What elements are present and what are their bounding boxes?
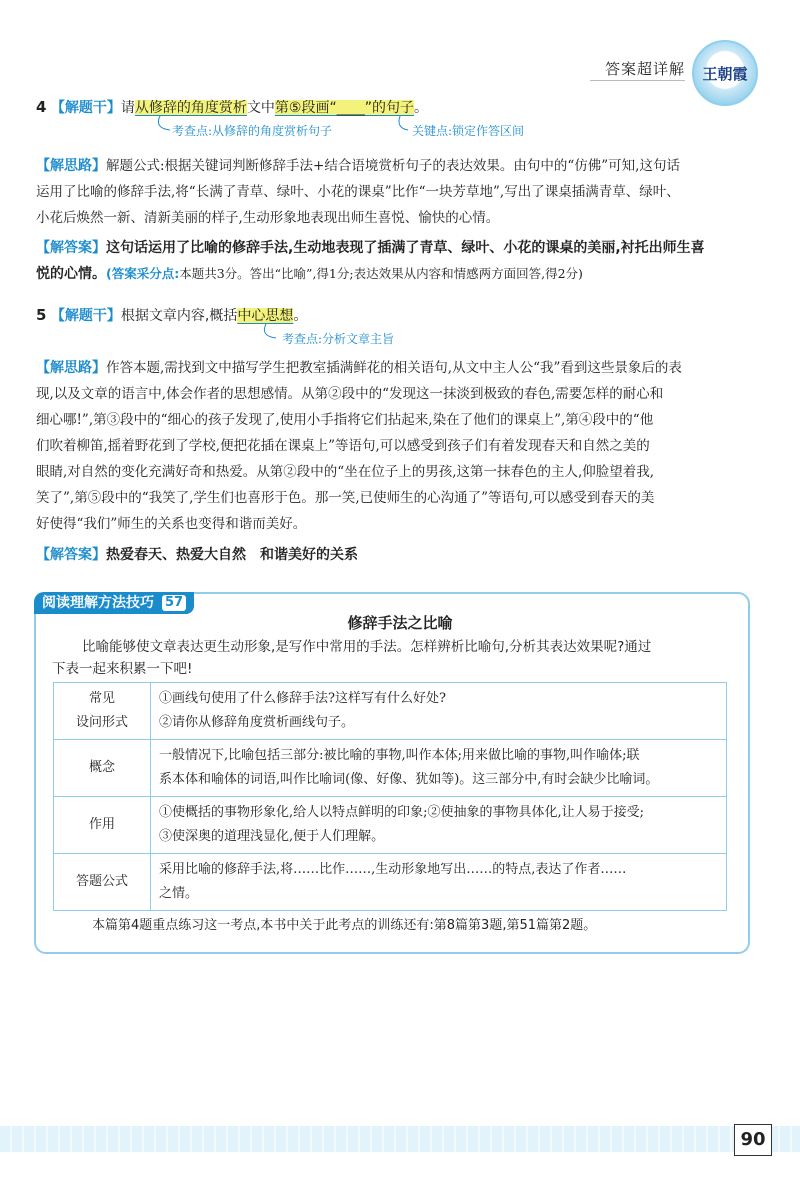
method-tips-intro-1: 比喻能够使文章表达更生动形象,是写作中常用的手法。怎样辨析比喻句,分析其表达效果呢?通过	[82, 639, 652, 655]
q4-answer-tag: 【解答案】	[36, 240, 106, 256]
table-row-content	[151, 854, 727, 911]
brand-logo-text: 王朝霞	[702, 64, 748, 83]
q4-idea-line-2: 运用了比喻的修辞手法,将“长满了青草、绿叶、小花的课桌”比作“一块芳草地”,写出了课桌插满青草、绿叶、	[36, 184, 680, 200]
table-row	[54, 854, 727, 911]
table-row-content-line: 一般情况下,比喻包括三部分:被比喻的事物,叫作本体;用来做比喻的事物,叫作喻体;联	[159, 748, 640, 763]
table-row-content-line: ③使深奥的道理浅显化,便于人们理解。	[159, 829, 385, 844]
q5-answer-tag: 【解答案】	[36, 547, 106, 563]
q5-answer-line	[36, 545, 358, 565]
q4-stem-tag: 【解题干】	[50, 100, 121, 116]
method-tips-footer: 本篇第4题重点练习这一考点,本书中关于此考点的训练还有:第8篇第3题,第51篇第2题。	[92, 918, 597, 933]
q4-note-key: 关键点:锁定作答区间	[412, 124, 525, 138]
header-divider	[590, 80, 685, 81]
q5-idea-line-2: 现,以及文章的语言中,体会作者的思想感情。从第②段中的“发现这一抹淡到极致的春色,需要怎样的耐心和	[36, 386, 664, 402]
q4-stem-mid: 文中	[246, 100, 275, 116]
method-tips-tab	[34, 592, 194, 614]
q5-idea-line-7: 好使得“我们”师生的关系也变得和谐而美好。	[36, 516, 307, 532]
q4-answer-text-1: 这句话运用了比喻的修辞手法,生动地表现了插满了青草、绿叶、小花的课桌的美丽,衬托出师生喜	[106, 240, 705, 256]
q4-idea-line-3: 小花后焕然一新、清新美丽的样子,生动形象地表现出师生喜悦、愉快的心情。	[36, 210, 500, 226]
q5-idea-line-6: 笑了”,第⑤段中的“我笑了,学生们也喜形于色。那一笑,已使师生的心沟通了”等语句,可以感受到春天的美	[36, 490, 655, 506]
q4-score-text: 本题共3分。答出“比喻”,得1分;表达效果从内容和情感两方面回答,得2分)	[179, 266, 583, 281]
table-row-content	[151, 683, 727, 740]
method-tips-intro-2: 下表一起来积累一下吧!	[52, 661, 193, 677]
table-row-header-line: 常见	[88, 691, 115, 706]
table-row-header: 概念	[54, 740, 151, 797]
bottom-decor-strip	[0, 1126, 800, 1152]
q4-stem-end: 。	[413, 100, 428, 116]
q4-answer-text-2: 悦的心情。	[36, 266, 106, 282]
q5-answer-text: 热爱春天、热爱大自然 和谐美好的关系	[106, 547, 358, 563]
q4-score-tag: (答案采分点:	[106, 266, 180, 281]
q4-stem-pre: 请	[120, 100, 135, 116]
q5-stem-pre: 根据文章内容,概括	[120, 308, 238, 324]
q5-idea-tag: 【解思路】	[36, 360, 106, 376]
q5-idea-line-5: 眼睛,对自然的变化充满好奇和热爱。从第②段中的“坐在位子上的男孩,这第一抹春色的主人,仰脸望着我,	[36, 464, 655, 480]
q4-idea-tag: 【解思路】	[36, 158, 106, 174]
q5-stem-tag: 【解题干】	[50, 308, 121, 324]
q4-idea-text-1: 解题公式:根据关键词判断修辞手法+结合语境赏析句子的表达效果。由句中的“仿佛”可知,这句话	[106, 158, 680, 174]
q4-stem-highlight-1: 从修辞的角度赏析	[134, 100, 247, 116]
q5-stem-highlight: 中心思想	[237, 308, 294, 324]
q4-answer-line-2	[36, 264, 583, 284]
table-row-header-line: 设问形式	[75, 715, 128, 730]
q4-note-focus: 考查点:从修辞的角度赏析句子	[172, 124, 333, 138]
q5-idea-line-1	[36, 358, 682, 378]
q4-number: 4	[36, 98, 47, 116]
method-tips-title: 修辞手法之比喻	[347, 614, 453, 632]
q5-idea-line-3: 细心哪!”,第③段中的“细心的孩子发现了,使用小手指将它们拈起来,染在了他们的课桌上”,第④段中的“他	[36, 412, 654, 428]
header-title: 答案超详解	[604, 60, 685, 78]
q5-idea-text-1: 作答本题,需找到文中描写学生把教室插满鲜花的相关语句,从文中主人公“我”看到这些景象后的表	[106, 360, 682, 376]
table-row-header: 答题公式	[54, 854, 151, 911]
q4-answer-line-1	[36, 238, 705, 258]
table-row	[54, 683, 727, 740]
brand-logo	[692, 40, 758, 106]
q4-stem-highlight-2: 第⑤段画“____”的句子	[274, 100, 414, 116]
table-row-header	[54, 683, 151, 740]
table-row-content-line: 之情。	[159, 886, 199, 901]
page-number: 90	[734, 1124, 772, 1156]
method-tips-tab-label: 阅读理解方法技巧	[42, 595, 154, 611]
table-row-content-line: 采用比喻的修辞手法,将……比作……,生动形象地写出……的特点,表达了作者……	[159, 862, 627, 877]
method-tips-tab-number: 57	[162, 595, 186, 611]
q5-annotation-arrow	[240, 322, 280, 344]
table-row-content	[151, 740, 727, 797]
table-row-content	[151, 797, 727, 854]
table-row-content-line: ①使概括的事物形象化,给人以特点鲜明的印象;②使抽象的事物具体化,让人易于接受;	[159, 805, 645, 820]
metaphor-table	[53, 682, 727, 911]
table-row-content-line: ①画线句使用了什么修辞手法?这样写有什么好处?	[159, 691, 446, 706]
table-row	[54, 740, 727, 797]
q5-idea-line-4: 们吹着柳笛,摇着野花到了学校,便把花插在课桌上”等语句,可以感受到孩子们有着发现春天和自然之美的	[36, 438, 650, 454]
q4-idea-line-1	[36, 156, 680, 176]
q5-note-focus: 考查点:分析文章主旨	[282, 332, 395, 346]
table-row-content-line: 系本体和喻体的词语,叫作比喻词(像、好像、犹如等)。这三部分中,有时会缺少比喻词。	[159, 772, 659, 787]
q5-number: 5	[36, 306, 47, 324]
table-row	[54, 797, 727, 854]
table-row-content-line: ②请你从修辞角度赏析画线句子。	[159, 715, 355, 730]
table-row-header: 作用	[54, 797, 151, 854]
q5-stem-end: 。	[293, 308, 308, 324]
